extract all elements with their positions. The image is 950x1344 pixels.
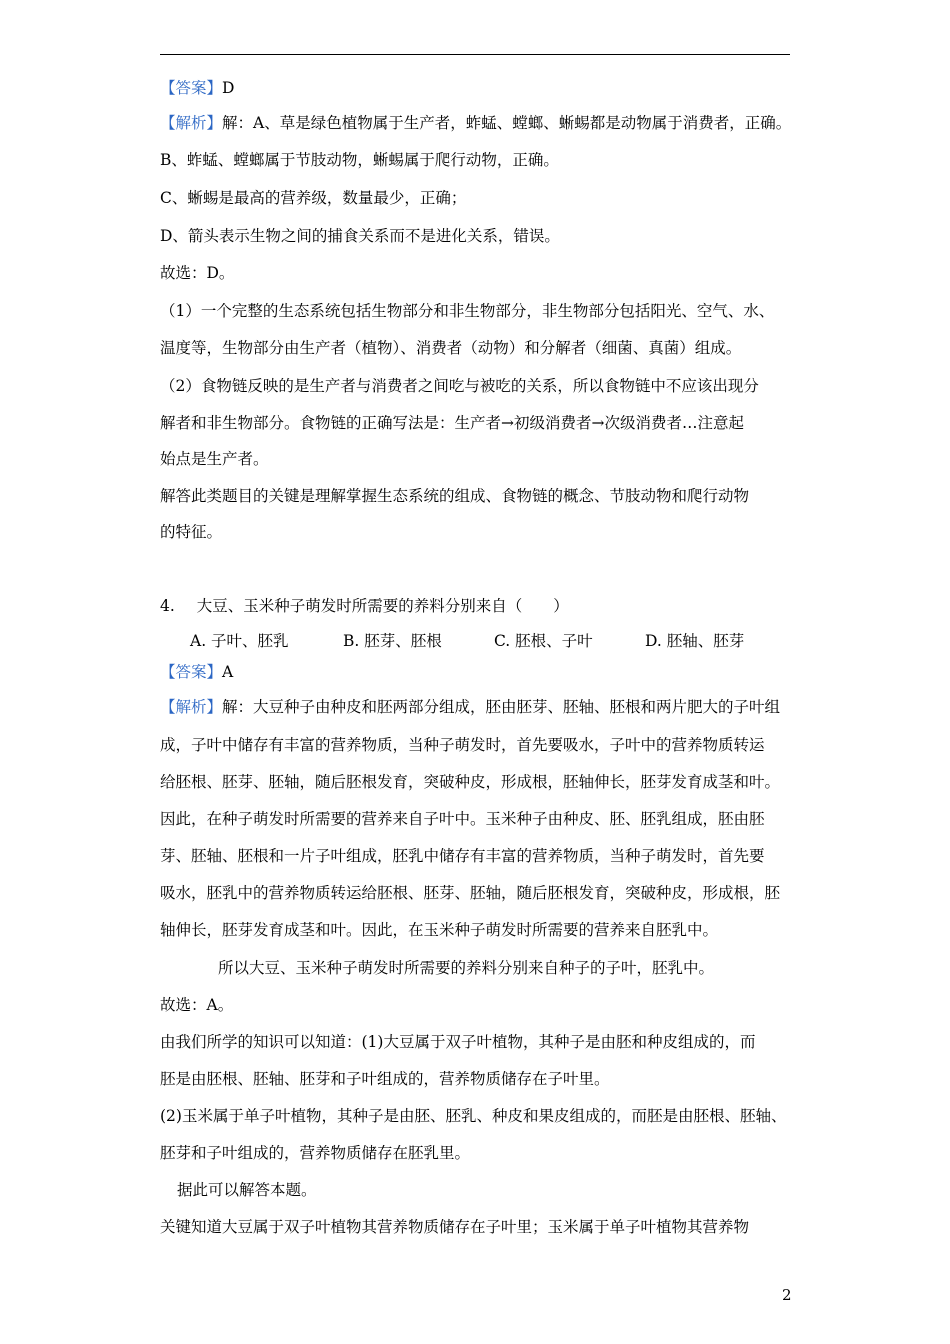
- answer-tag: 【答案】: [160, 79, 223, 97]
- paragraph-line: 解答此类题目的关键是理解掌握生态系统的组成、食物链的概念、节肢动物和爬行动物: [160, 487, 750, 505]
- paragraph-line: 关键知道大豆属于双子叶植物其营养物质储存在子叶里；玉米属于单子叶植物其营养物: [160, 1218, 750, 1236]
- option-d: D. 胚轴、胚芽: [645, 632, 745, 650]
- paragraph-line: 胚芽和子叶组成的，营养物质储存在胚乳里。: [160, 1144, 471, 1162]
- paragraph-line: B、蚱蜢、螳螂属于节肢动物，蜥蜴属于爬行动物，正确。: [160, 151, 559, 169]
- paragraph-line: 解者和非生物部分。食物链的正确写法是：生产者→初级消费者→次级消费者…注意起: [160, 414, 744, 432]
- question-stem: 大豆、玉米种子萌发时所需要的养料分别来自（ ）: [196, 597, 569, 615]
- option-b: B. 胚芽、胚根: [343, 632, 442, 650]
- q3-analysis-line: [160, 113, 791, 133]
- paragraph-line: 成，子叶中储存有丰富的营养物质，当种子萌发时，首先要吸水，子叶中的营养物质转运: [160, 736, 765, 754]
- q4-answer-line: [160, 662, 233, 682]
- paragraph-line: 故选：D。: [160, 264, 235, 282]
- option-c: C. 胚根、子叶: [494, 632, 593, 650]
- paragraph-line: 故选：A。: [160, 996, 234, 1014]
- analysis-text: 解：A、草是绿色植物属于生产者，蚱蜢、螳螂、蜥蜴都是动物属于消费者，正确。: [222, 114, 792, 132]
- paragraph-line: 给胚根、胚芽、胚轴，随后胚根发育，突破种皮，形成根，胚轴伸长，胚芽发育成茎和叶。: [160, 773, 781, 791]
- answer-tag: 【答案】: [160, 663, 223, 681]
- paragraph-line: 轴伸长，胚芽发育成茎和叶。因此，在玉米种子萌发时所需要的营养来自胚乳中。: [160, 921, 719, 939]
- paragraph-line: 芽、胚轴、胚根和一片子叶组成，胚乳中储存有丰富的营养物质，当种子萌发时，首先要: [160, 847, 765, 865]
- analysis-text: 解：大豆种子由种皮和胚两部分组成，胚由胚芽、胚轴、胚根和两片肥大的子叶组: [222, 698, 781, 716]
- paragraph-line: 因此，在种子萌发时所需要的营养来自子叶中。玉米种子由种皮、胚、胚乳组成，胚由胚: [160, 810, 765, 828]
- analysis-tag: 【解析】: [160, 698, 223, 716]
- q3-answer-line: [160, 78, 234, 98]
- q4-analysis-line: [160, 697, 780, 717]
- paragraph-line: 所以大豆、玉米种子萌发时所需要的养料分别来自种子的子叶，胚乳中。: [218, 959, 715, 977]
- paragraph-line: （2）食物链反映的是生产者与消费者之间吃与被吃的关系，所以食物链中不应该出现分: [160, 377, 759, 395]
- answer-value: D: [222, 79, 235, 97]
- analysis-tag: 【解析】: [160, 114, 223, 132]
- paragraph-line: 的特征。: [160, 523, 223, 541]
- header-rule: [160, 54, 790, 55]
- answer-value: A: [222, 663, 234, 681]
- paragraph-line: 由我们所学的知识可以知道：(1)大豆属于双子叶植物，其种子是由胚和种皮组成的，而: [160, 1033, 756, 1051]
- paragraph-line: 据此可以解答本题。: [177, 1181, 317, 1199]
- page-number: 2: [782, 1286, 792, 1304]
- option-a: A. 子叶、胚乳: [190, 632, 289, 650]
- paragraph-line: (2)玉米属于单子叶植物，其种子是由胚、胚乳、种皮和果皮组成的，而胚是由胚根、胚轴、: [160, 1107, 787, 1125]
- paragraph-line: 始点是生产者。: [160, 450, 269, 468]
- paragraph-line: 温度等，生物部分由生产者（植物）、消费者（动物）和分解者（细菌、真菌）组成。: [160, 339, 742, 357]
- question-number: 4.: [160, 597, 175, 615]
- paragraph-line: 胚是由胚根、胚轴、胚芽和子叶组成的，营养物质储存在子叶里。: [160, 1070, 610, 1088]
- paragraph-line: 吸水，胚乳中的营养物质转运给胚根、胚芽、胚轴，随后胚根发育，突破种皮，形成根，胚: [160, 884, 781, 902]
- paragraph-line: （1）一个完整的生态系统包括生物部分和非生物部分，非生物部分包括阳光、空气、水、: [160, 302, 775, 320]
- q4-question: [160, 596, 569, 616]
- paragraph-line: D、箭头表示生物之间的捕食关系而不是进化关系，错误。: [160, 227, 560, 245]
- paragraph-line: C、蜥蜴是最高的营养级，数量最少，正确；: [160, 189, 467, 207]
